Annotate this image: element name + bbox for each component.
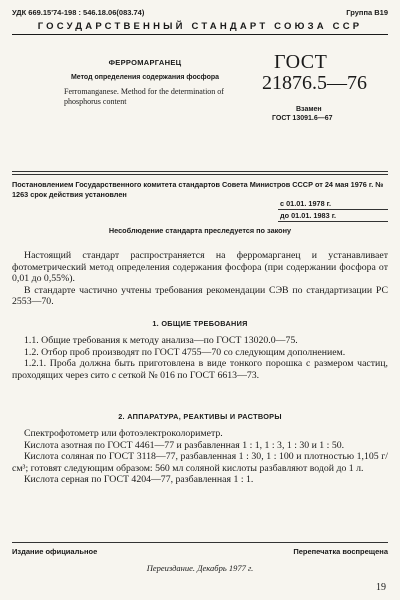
document-subtitle: Метод определения содержания фосфора: [70, 74, 220, 81]
valid-to: до 01.01. 1983 г.: [278, 210, 388, 222]
udk-code: УДК 669.15'74-198 : 546.18.06(083.74): [12, 8, 145, 17]
intro-paragraph: Настоящий стандарт распространяется на ферромарганец и устанавливает фотометрический метод определения содержания фосфора (при содержании фосфора от 0,01 до 0,55%).: [12, 250, 388, 284]
top-line: [12, 8, 388, 17]
document-title: ФЕРРОМАРГАНЕЦ: [108, 58, 182, 67]
english-title: Ferromanganese. Method for the determination of phosphorus content: [64, 87, 224, 106]
title-block: [60, 58, 230, 106]
clause: 1.2.1. Проба должна быть приготовлена в виде тонкого порошка с размером частиц, проходящих через сито с сеткой № 016 по ГОСТ 6613—73.: [12, 358, 388, 381]
section-heading: 2. АППАРАТУРА, РЕАКТИВЫ И РАСТВОРЫ: [118, 412, 282, 421]
footer: [12, 547, 388, 556]
clause: Кислота азотная по ГОСТ 4461—77 и разбавленная 1 : 1, 1 : 3, 1 : 30 и 1 : 50.: [24, 439, 345, 451]
section-1: [12, 335, 388, 381]
page-number: 19: [376, 582, 386, 593]
clause: 1.1. Общие требования к методу анализа—по ГОСТ 13020.0—75.: [24, 335, 298, 346]
footer-divider: [12, 542, 388, 543]
clause: Спектрофотометр или фотоэлектроколориметр.: [24, 428, 223, 439]
divider: [12, 174, 388, 175]
reprint-note: Переиздание. Декабрь 1977 г.: [146, 563, 254, 573]
state-standard-header: ГОСУДАРСТВЕННЫЙ СТАНДАРТ СОЮЗА ССР: [12, 21, 388, 35]
divider: [12, 171, 388, 172]
clause: Кислота серная по ГОСТ 4204—77, разбавленная 1 : 1.: [24, 474, 254, 485]
official-edition: Издание официальное: [12, 547, 98, 556]
clause: 1.2. Отбор проб производят по ГОСТ 4755—70 со следующим дополнением.: [24, 346, 346, 358]
group-code: Группа В19: [346, 8, 388, 17]
validity-dates: [278, 198, 388, 222]
gost-block: [262, 52, 382, 122]
clause: Кислота соляная по ГОСТ 3118—77, разбавленная 1 : 30, 1 : 100 и плотностью 1,105 г/см³; готовят следующим образом: 560 мл соляной кислоты разбавляют водой до 1 л.: [12, 451, 388, 474]
section-2: [12, 428, 388, 486]
intro-paragraph: В стандарте частично учтены требования рекомендации СЭВ по стандартизации РС 2553—70.: [12, 284, 388, 307]
gost-number: 21876.5—76: [262, 72, 367, 94]
decree-text: Постановлением Государственного комитета стандартов Совета Министров СССР от 24 мая 1976 г. № 1263 срок действия установлен: [12, 180, 384, 199]
gost-label: ГОСТ: [274, 51, 328, 73]
replaces-label: Взамен: [296, 106, 322, 113]
intro-section: [12, 250, 388, 308]
valid-from: с 01.01. 1978 г.: [278, 198, 388, 210]
section-heading: 1. ОБЩИЕ ТРЕБОВАНИЯ: [152, 319, 248, 328]
replaces-value: ГОСТ 13091.6—67: [272, 115, 333, 122]
reprint-prohibited: Перепечатка воспрещена: [293, 547, 388, 556]
enforcement-note: Несоблюдение стандарта преследуется по закону: [108, 226, 292, 235]
